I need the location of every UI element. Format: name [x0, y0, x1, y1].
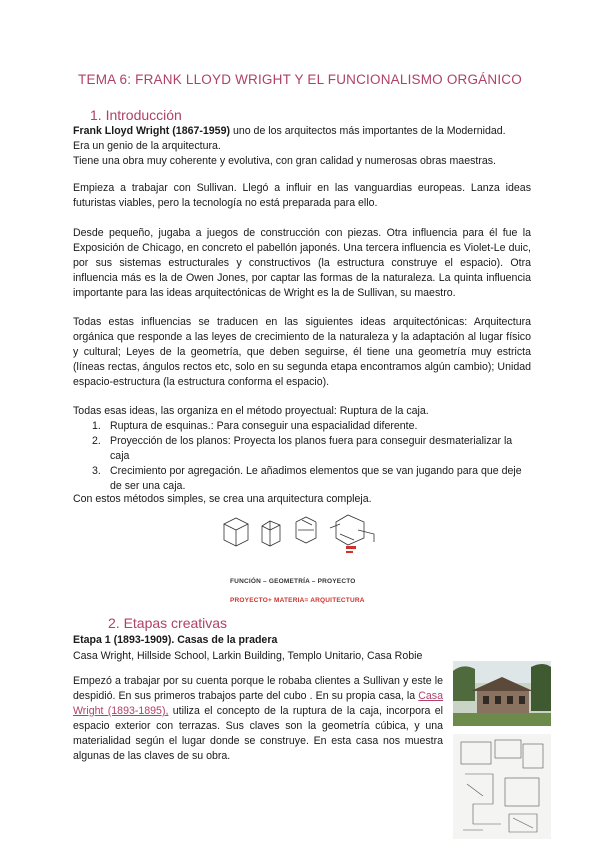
list-item: 3. Crecimiento por agregación. Le añadimos elementos que se van jugando para que deje de ser una caja.: [92, 465, 522, 492]
paragraph-complex: Con estos métodos simples, se crea una arquitectura compleja.: [73, 493, 372, 505]
paragraph-casa-wright: Empezó a trabajar por su cuenta porque le robaba clientes a Sullivan y este le despidió. En sus primeros trabajos parte del cubo . En su propia casa, la Casa Wright (1893-1895), utiliza el concepto de la ruptura de la caja, incorpora el espacio exterior con terrazas. Sus claves son la geometría cúbica, y una materialidad según el lugar donde se construye. En esta casa nos muestra algunas de las claves de su obra.: [73, 675, 443, 762]
method-list: [92, 419, 532, 494]
list-item: 2. Proyección de los planos: Proyecta los planos fuera para conseguir desmaterializar la caja: [92, 435, 513, 462]
intro-line: [73, 124, 531, 139]
intro-line-2: Era un genio de la arquitectura.: [73, 140, 221, 152]
page-title: TEMA 6: FRANK LLOYD WRIGHT Y EL FUNCIONALISMO ORGÁNICO: [78, 72, 522, 87]
paragraph-ideas: Todas estas influencias se traducen en las siguientes ideas arquitectónicas: Arquitectura orgánica que responde a las leyes de crecimiento de la naturaleza y la adaptación al lugar físico y cultural; Leyes de la geometría, que deben seguirse, él tiene una geometría muy estricta (líneas rectas, ángulos rectos etc, solo en su segunda etapa encontramos algún cambio); Unidad espacio-estructura (la estructura conforma el espacio).: [73, 316, 531, 388]
list-item: 1. Ruptura de esquinas.: Para conseguir una espacialidad diferente.: [92, 420, 418, 432]
paragraph-sullivan: Empieza a trabajar con Sullivan. Llegó a influir en las vanguardias europeas. Lanza ideas futuristas viables, pero la tecnología no está preparada para ello.: [73, 182, 531, 209]
section-heading-stages: 2. Etapas creativas: [108, 615, 228, 631]
casa-wright-photo: [453, 661, 551, 726]
stage-1-works: Casa Wright, Hillside School, Larkin Building, Templo Unitario, Casa Robie: [73, 650, 423, 662]
section-heading-intro: 1. Introducción: [90, 107, 182, 123]
intro-line-3: Tiene una obra muy coherente y evolutiva, con gran calidad y numerosas obras maestras.: [73, 155, 496, 167]
floor-plan-drawing: [453, 734, 551, 839]
figure-caption-function: FUNCIÓN – GEOMETRÍA – PROYECTO: [230, 578, 356, 585]
box-rupture-diagram: [218, 510, 388, 605]
casa-wright-link[interactable]: Casa Wright (1893-1895),: [73, 690, 443, 717]
figure-caption-project: PROYECTO+ MATERIA= ARQUITECTURA: [230, 597, 365, 604]
paragraph-influences: Desde pequeño, jugaba a juegos de construcción con piezas. Otra influencia para él fue la Exposición de Chicago, en concreto el pabellón japonés. Una tercera influencia es Violet-Le duic, por sus sistemas estructurales y constructivos (la estructura construye el espacio). Otra influencia más es la de Owen Jones, por captar las formas de la naturaleza. La quinta influencia importante para las ideas arquitectónicas de Wright es la de Sullivan, su maestro.: [73, 227, 531, 299]
stage-1-title: Etapa 1 (1893-1909). Casas de la pradera: [73, 634, 278, 646]
intro-rest: uno de los arquitectos más importantes de la Modernidad.: [230, 125, 506, 137]
paragraph-method: Todas esas ideas, las organiza en el método proyectual: Ruptura de la caja.: [73, 405, 429, 417]
author-name: Frank Lloyd Wright (1867-1959): [73, 125, 230, 137]
